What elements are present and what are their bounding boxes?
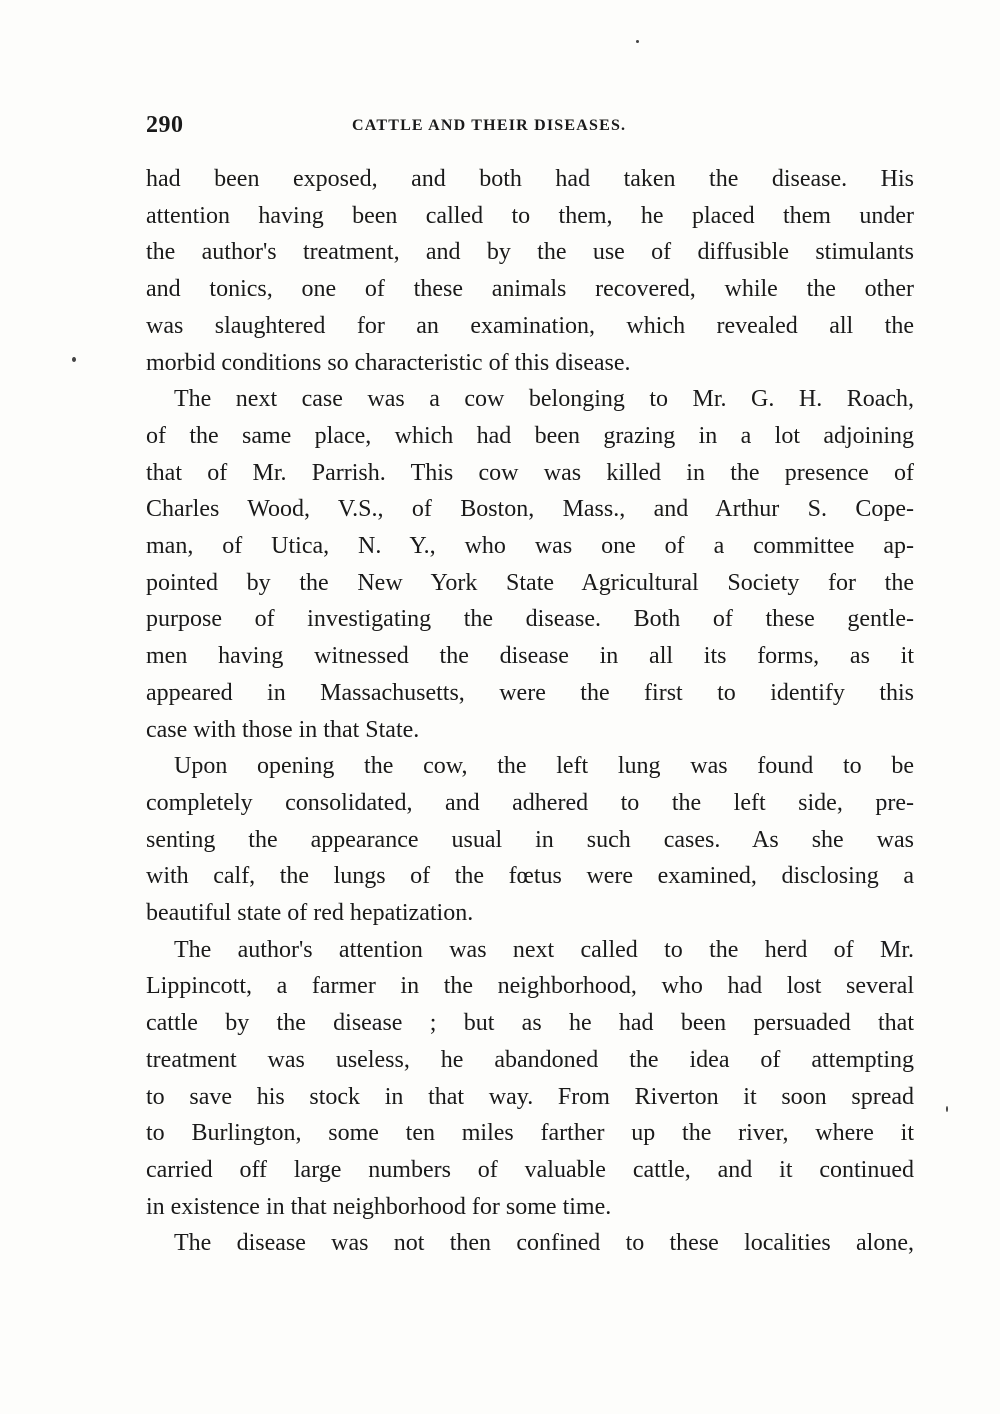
text-line: beautiful state of red hepatization.: [146, 900, 474, 927]
text-line: in existence in that neighborhood for some time.: [146, 1193, 612, 1220]
text-line: of the same place, which had been grazing in a lot adjoining: [146, 422, 914, 449]
scan-speck: [72, 357, 76, 362]
paragraph: [146, 932, 914, 1226]
text-line: attention having been called to them, he placed them under: [146, 202, 914, 229]
paragraph: [146, 1225, 914, 1262]
scan-speck: [636, 40, 639, 43]
text-line: with calf, the lungs of the fœtus were examined, disclosing a: [146, 863, 914, 890]
text-line: case with those in that State.: [146, 716, 420, 743]
text-line: that of Mr. Parrish. This cow was killed in the presence of: [146, 459, 914, 486]
text-line: was slaughtered for an examination, which revealed all the: [146, 312, 914, 339]
text-line: completely consolidated, and adhered to the left side, pre-: [146, 789, 914, 816]
body-text: [146, 161, 914, 1262]
text-line: purpose of investigating the disease. Both of these gentle-: [146, 606, 914, 633]
paragraph: [146, 748, 914, 932]
text-line: to Burlington, some ten miles farther up the river, where it: [146, 1120, 914, 1147]
text-line: Lippincott, a farmer in the neighborhood, who had lost several: [146, 973, 914, 1000]
paragraph: [146, 161, 914, 381]
text-line: Charles Wood, V.S., of Boston, Mass., and Arthur S. Cope-: [146, 496, 914, 523]
paragraph: [146, 381, 914, 748]
text-line: man, of Utica, N. Y., who was one of a committee ap-: [146, 533, 914, 560]
text-line: the author's treatment, and by the use of diffusible stimulants: [146, 239, 914, 266]
page-header: [146, 112, 916, 144]
text-line: treatment was useless, he abandoned the idea of attempting: [146, 1046, 914, 1073]
text-line: The next case was a cow belonging to Mr. G. H. Roach,: [174, 386, 914, 413]
text-line: Upon opening the cow, the left lung was found to be: [174, 753, 914, 780]
running-head: CATTLE AND THEIR DISEASES.: [352, 117, 627, 134]
text-line: morbid conditions so characteristic of this disease.: [146, 349, 631, 376]
text-line: carried off large numbers of valuable cattle, and it continued: [146, 1156, 914, 1183]
text-line: appeared in Massachusetts, were the first to identify this: [146, 679, 914, 706]
text-line: to save his stock in that way. From Riverton it soon spread: [146, 1083, 914, 1110]
text-line: The author's attention was next called to the herd of Mr.: [174, 936, 914, 963]
text-line: senting the appearance usual in such cases. As she was: [146, 826, 914, 853]
page-number: 290: [146, 112, 184, 138]
scan-speck: [946, 1106, 948, 1112]
text-line: pointed by the New York State Agricultural Society for the: [146, 569, 914, 596]
text-line: men having witnessed the disease in all its forms, as it: [146, 643, 914, 670]
text-line: cattle by the disease ; but as he had been persuaded that: [146, 1010, 914, 1037]
text-line: and tonics, one of these animals recovered, while the other: [146, 276, 914, 303]
text-line: had been exposed, and both had taken the disease. His: [146, 166, 914, 192]
text-line: The disease was not then confined to these localities alone,: [174, 1230, 914, 1257]
